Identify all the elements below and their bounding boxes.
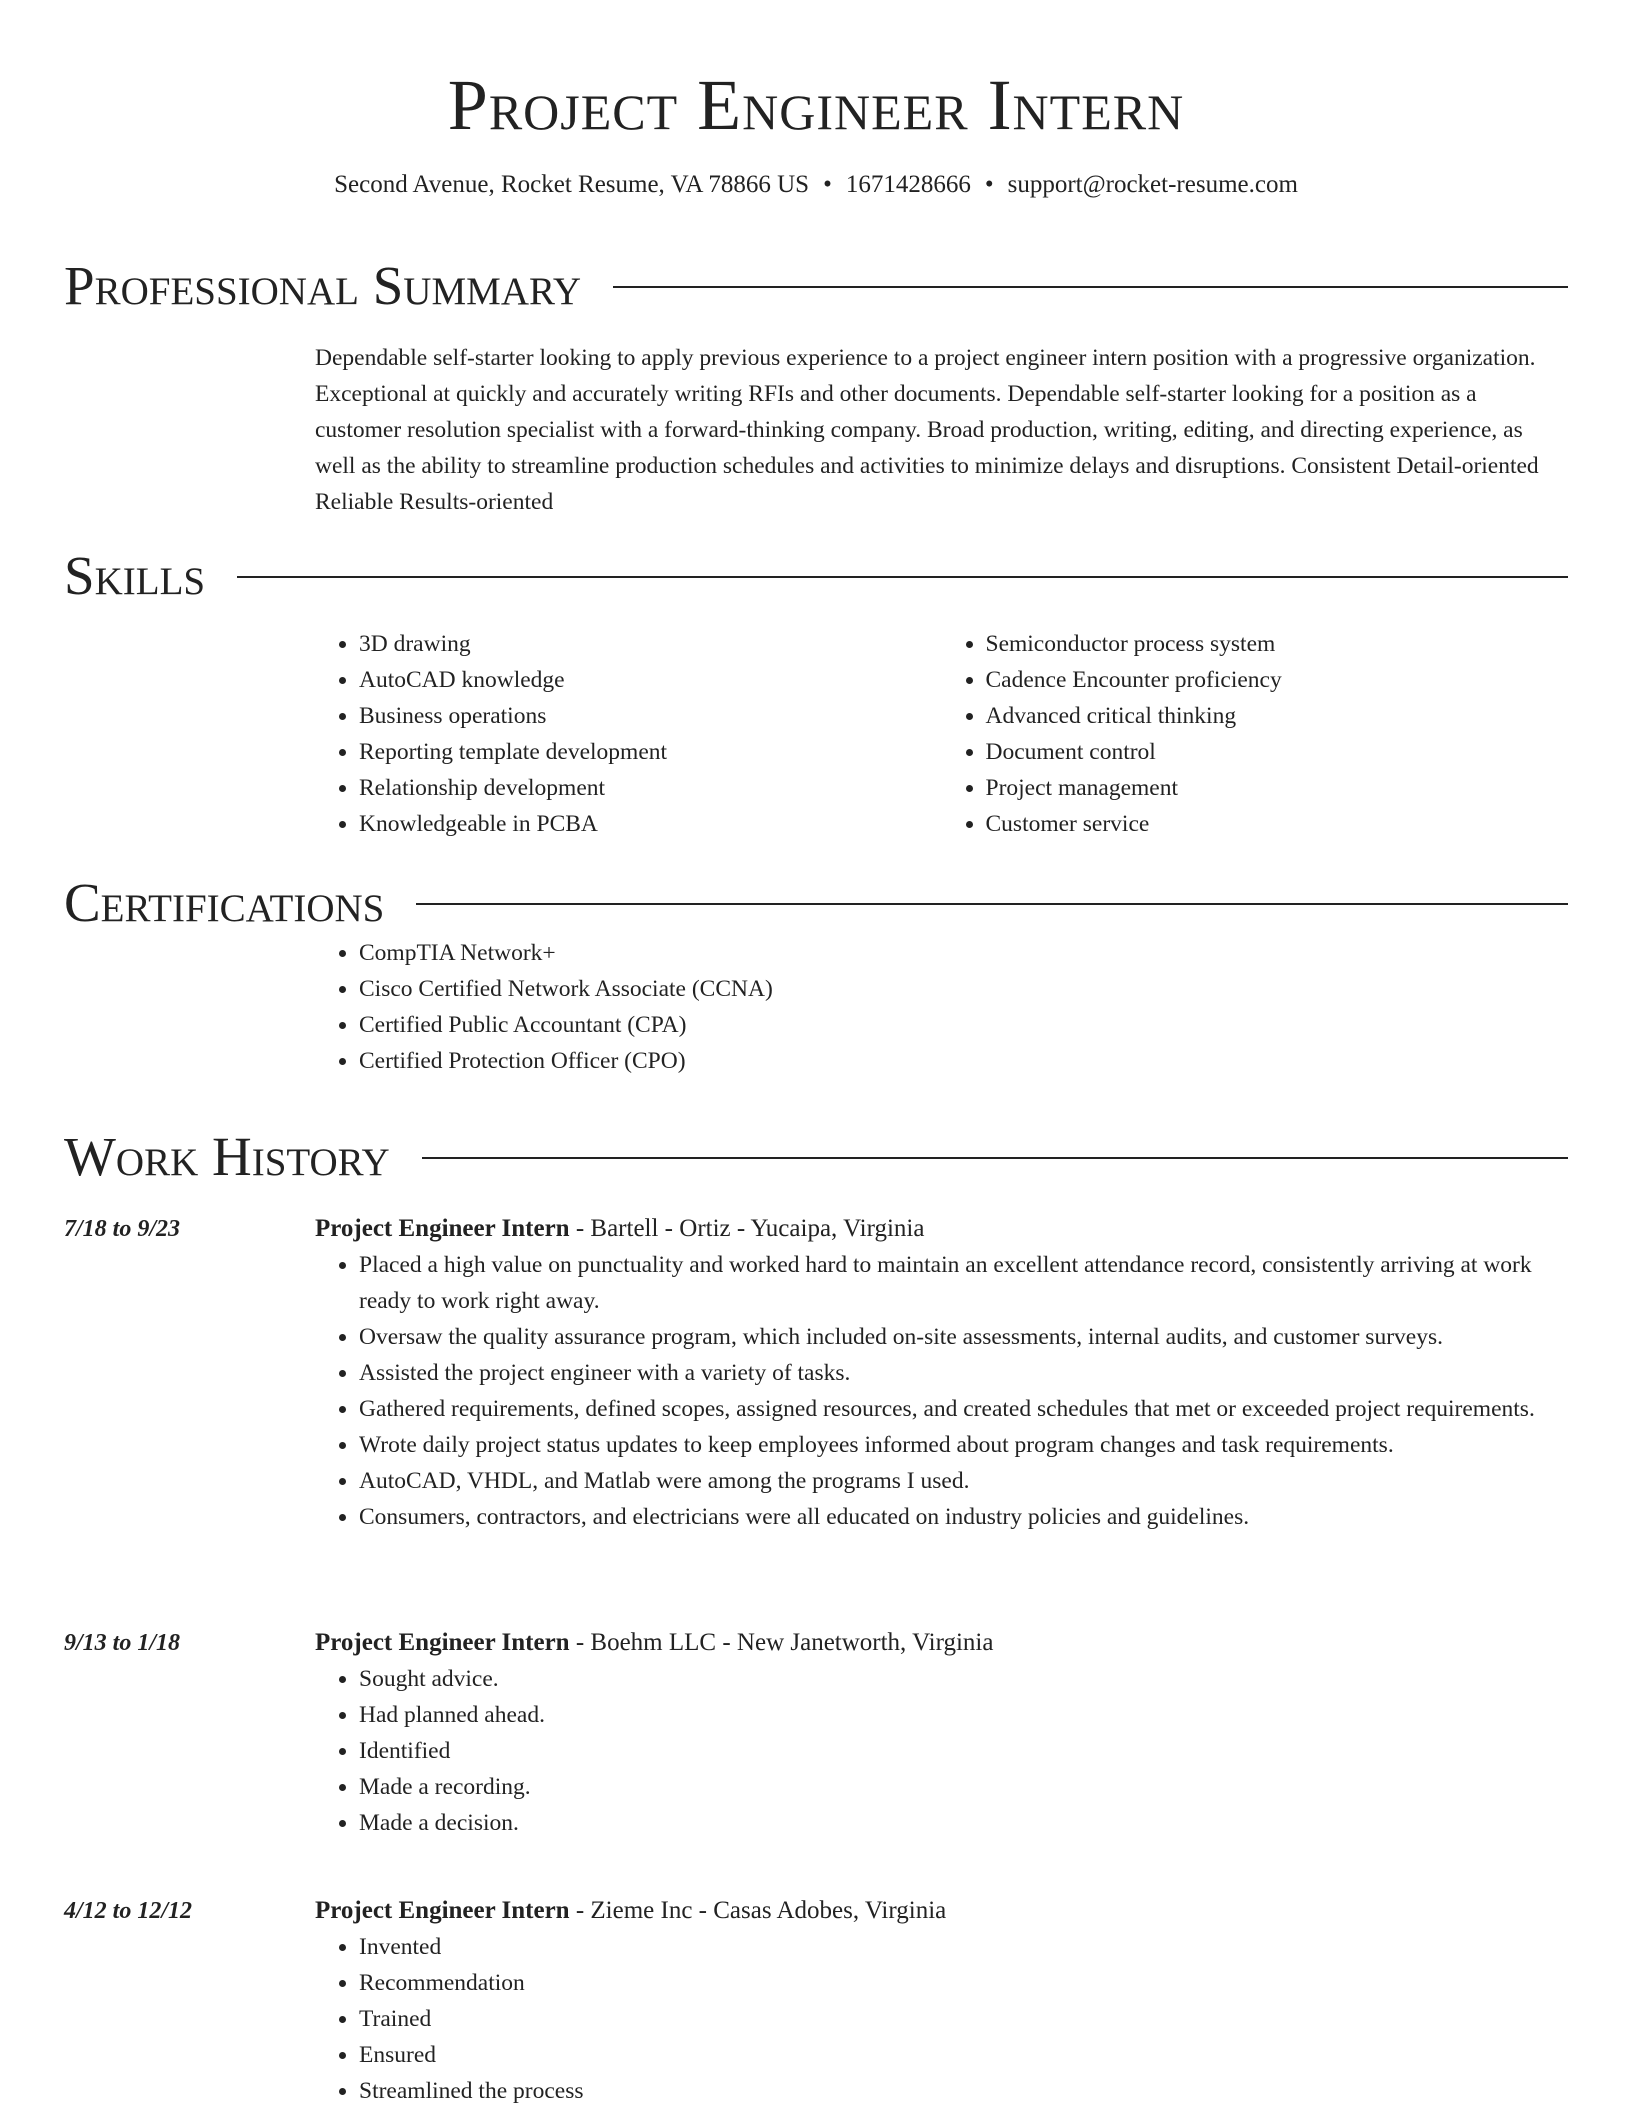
job-entry [64, 1625, 1568, 1841]
job-role: Project Engineer Intern [315, 1215, 570, 1242]
certifications-header [64, 871, 1568, 935]
section-divider [237, 576, 1568, 578]
skill-item: • Reporting template development [359, 734, 942, 770]
job-dates: 7/18 to 9/23 [64, 1216, 181, 1242]
skill-item: • Customer service [986, 806, 1569, 842]
contact-separator: • [984, 171, 994, 198]
skills-list-left [315, 626, 942, 842]
resume-name: Project Engineer Intern [447, 65, 1185, 145]
skills-list-right [942, 626, 1569, 842]
contact-email: support@rocket-resume.com [1007, 171, 1298, 198]
section-divider [422, 1157, 1568, 1159]
job-bullet: • Sought advice. [359, 1661, 1568, 1697]
job-bullet: • Identified [359, 1733, 1568, 1769]
skill-item: • Knowledgeable in PCBA [359, 806, 942, 842]
job-bullet: • Invented [359, 1929, 1568, 1965]
job-title-line [315, 1211, 1568, 1247]
job-bullet: • Streamlined the process [359, 2073, 1568, 2109]
job-entry [64, 1893, 1568, 2109]
work-history-title: Work History [64, 1126, 390, 1187]
contact-address: Second Avenue, Rocket Resume, VA 78866 US [334, 171, 810, 198]
job-title-line [315, 1625, 1568, 1661]
skill-item: • Semiconductor process system [986, 626, 1569, 662]
job-bullet: • Trained [359, 2001, 1568, 2037]
job-details: - Zieme Inc - Casas Adobes, Virginia [569, 1897, 947, 1924]
skill-item: • Business operations [359, 698, 942, 734]
job-bullet: • Placed a high value on punctuality and worked hard to maintain an excellent attendance record, consistently arriving at work ready to work right away. [359, 1247, 1568, 1319]
job-bullet: • AutoCAD, VHDL, and Matlab were among the programs I used. [359, 1463, 1568, 1499]
job-bullet: • Made a recording. [359, 1769, 1568, 1805]
skills-section [64, 544, 1568, 842]
skill-item: • Advanced critical thinking [986, 698, 1569, 734]
summary-title: Professional Summary [64, 255, 582, 316]
skill-item: • Document control [986, 734, 1569, 770]
job-details: - Bartell - Ortiz - Yucaipa, Virginia [569, 1215, 925, 1242]
job-dates: 9/13 to 1/18 [64, 1630, 181, 1656]
summary-section [64, 254, 1568, 520]
certification-item: • Cisco Certified Network Associate (CCNA) [359, 971, 1568, 1007]
contact-phone: 1671428666 [845, 171, 971, 198]
job-bullet: • Wrote daily project status updates to keep employees informed about program changes and task requirements. [359, 1427, 1568, 1463]
work-history-section [64, 1125, 1568, 1189]
certification-item: • Certified Public Accountant (CPA) [359, 1007, 1568, 1043]
job-role: Project Engineer Intern [315, 1629, 570, 1656]
certification-item: • CompTIA Network+ [359, 935, 1568, 971]
job-bullet: • Assisted the project engineer with a variety of tasks. [359, 1355, 1568, 1391]
skill-item: • Cadence Encounter proficiency [986, 662, 1569, 698]
job-bullets [315, 1929, 1568, 2109]
skills-header [64, 544, 1568, 608]
job-details: - Boehm LLC - New Janetworth, Virginia [569, 1629, 994, 1656]
skill-item: • Project management [986, 770, 1569, 806]
certification-item: • Certified Protection Officer (CPO) [359, 1043, 1568, 1079]
job-bullets [315, 1247, 1568, 1535]
job-role: Project Engineer Intern [315, 1897, 570, 1924]
summary-header [64, 254, 1568, 318]
certifications-section [64, 871, 1568, 1079]
contact-separator: • [823, 171, 832, 198]
job-bullet: • Ensured [359, 2037, 1568, 2073]
job-bullets [315, 1661, 1568, 1841]
skills-title: Skills [64, 545, 206, 606]
job-bullet: • Oversaw the quality assurance program, which included on-site assessments, internal audits, and customer surveys. [359, 1319, 1568, 1355]
job-bullet: • Gathered requirements, defined scopes, assigned resources, and created schedules that met or exceeded project requirements. [359, 1391, 1568, 1427]
contact-line [0, 168, 1632, 202]
skill-item: • Relationship development [359, 770, 942, 806]
job-entry [64, 1211, 1568, 1535]
job-bullet: • Recommendation [359, 1965, 1568, 2001]
section-divider [416, 903, 1568, 905]
job-bullet: • Consumers, contractors, and electricians were all educated on industry policies and guidelines. [359, 1499, 1568, 1535]
summary-text: Dependable self-starter looking to apply previous experience to a project engineer intern position with a progressive organization. Exceptional at quickly and accurately writing RFIs and other documents. Dependable self-starter looking for a position as a customer resolution specialist with a forward-thinking company. Broad production, writing, editing, and directing experience, as well as the ability to streamline production schedules and activities to minimize delays and disruptions. Consistent Detail-oriented Reliable Results-oriented [315, 345, 1539, 515]
section-divider [613, 286, 1568, 288]
certifications-list [315, 935, 1568, 1079]
work-history-header [64, 1125, 1568, 1189]
job-bullet: • Made a decision. [359, 1805, 1568, 1841]
certifications-title: Certifications [64, 872, 385, 933]
skill-item: • AutoCAD knowledge [359, 662, 942, 698]
skill-item: • 3D drawing [359, 626, 942, 662]
job-title-line [315, 1893, 1568, 1929]
job-dates: 4/12 to 12/12 [64, 1898, 193, 1924]
job-bullet: • Had planned ahead. [359, 1697, 1568, 1733]
